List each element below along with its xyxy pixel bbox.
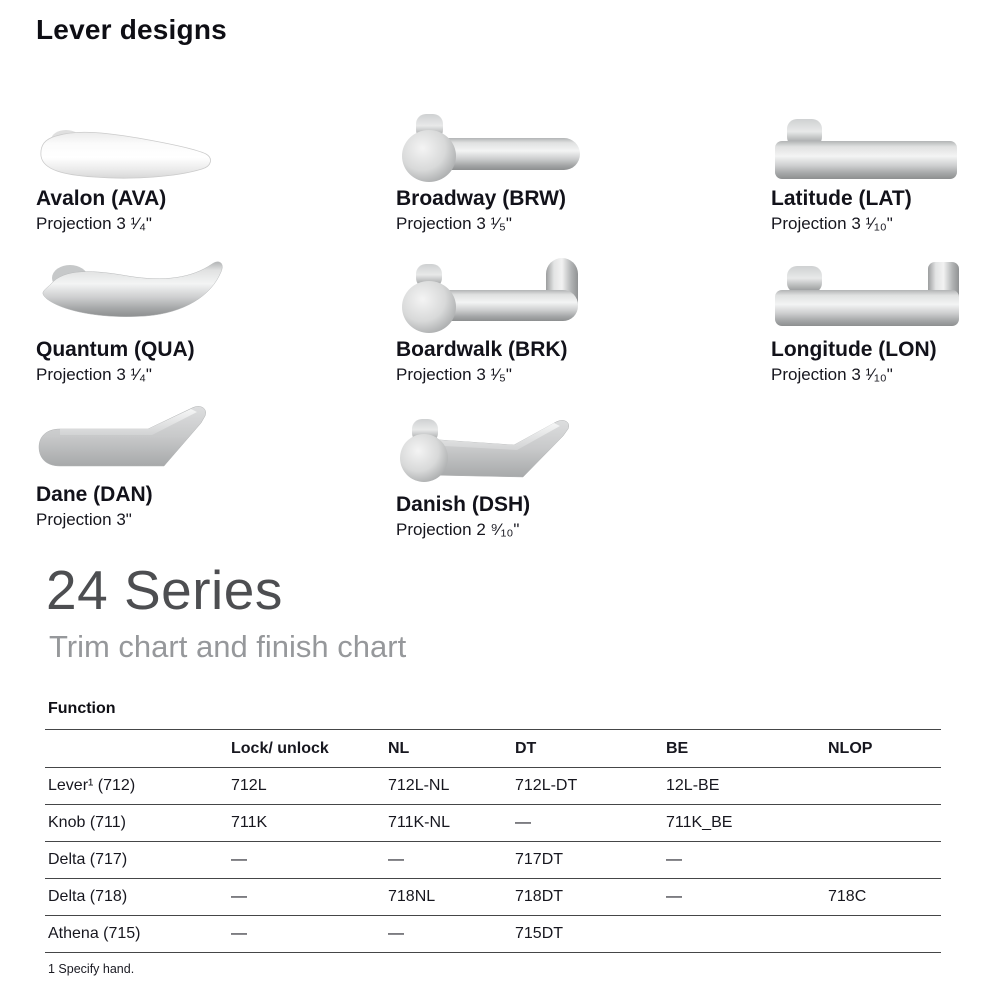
table-cell: 712L-DT (515, 777, 578, 794)
table-row (45, 842, 941, 879)
table-cell: — (231, 851, 247, 868)
danish-lever-image (396, 407, 646, 489)
lever-name: Broadway (BRW) (396, 187, 566, 210)
table-header-nl: NL (388, 740, 410, 757)
table-header-lock-unlock: Lock/ unlock (231, 740, 329, 757)
lever-projection: Projection 2 ⁹⁄₁₀" (396, 520, 520, 539)
row-label: Athena (715) (48, 925, 141, 942)
table-cell: 712L (231, 777, 267, 794)
table-cell: — (388, 851, 404, 868)
lever-card-latitude (771, 103, 1000, 234)
avalon-lever-image (36, 105, 286, 183)
table-cell: 715DT (515, 925, 564, 942)
lever-name: Dane (DAN) (36, 483, 153, 506)
footnote: 1 Specify hand. (48, 962, 135, 976)
table-cell (663, 916, 825, 953)
row-label: Delta (718) (48, 888, 128, 905)
table-cell: 712L-NL (388, 777, 450, 794)
lever-projection: Projection 3 ¹⁄₅" (396, 365, 512, 384)
lever-projection: Projection 3 ¹⁄₄" (36, 365, 152, 384)
page-title: Lever designs (36, 14, 227, 45)
table-row (45, 916, 941, 953)
lever-card-boardwalk (396, 248, 646, 385)
lever-card-broadway (396, 103, 646, 234)
lever-projection: Projection 3 ¹⁄₁₀" (771, 365, 893, 384)
table-cell: — (666, 851, 682, 868)
lever-card-longitude (771, 250, 1000, 385)
lever-name: Latitude (LAT) (771, 187, 912, 210)
table-cell: 718DT (515, 888, 564, 905)
table-cell: 717DT (515, 851, 564, 868)
table-cell (825, 842, 941, 879)
lever-card-quantum (36, 250, 286, 385)
table-cell (825, 805, 941, 842)
table-cell: — (231, 888, 247, 905)
function-table (45, 729, 941, 953)
function-section-label: Function (48, 700, 116, 717)
lever-name: Boardwalk (BRK) (396, 338, 568, 361)
table-cell: 718C (828, 888, 867, 905)
table-cell: 711K-NL (388, 814, 450, 831)
table-header-dt: DT (515, 740, 537, 757)
table-header-blank (45, 730, 228, 768)
lever-projection: Projection 3 ¹⁄₁₀" (771, 214, 893, 233)
table-cell: — (666, 888, 682, 905)
lever-card-avalon (36, 105, 286, 234)
table-row (45, 768, 941, 805)
table-cell: — (515, 814, 531, 831)
longitude-lever-image (771, 250, 1000, 334)
table-header-nlop: NLOP (828, 740, 873, 757)
dane-lever-image (36, 399, 286, 479)
table-cell: 12L-BE (666, 777, 720, 794)
table-cell (825, 768, 941, 805)
lever-card-dane (36, 399, 286, 530)
row-label: Lever¹ (712) (48, 777, 136, 794)
table-header-be: BE (666, 740, 689, 757)
lever-name: Avalon (AVA) (36, 187, 167, 210)
table-cell: 711K (231, 814, 268, 831)
lever-projection: Projection 3 ¹⁄₅" (396, 214, 512, 233)
row-label: Delta (717) (48, 851, 128, 868)
series-subtitle: Trim chart and finish chart (49, 629, 407, 664)
latitude-lever-image (771, 103, 1000, 183)
boardwalk-lever-image (396, 248, 646, 334)
lever-projection: Projection 3" (36, 510, 132, 529)
quantum-lever-image (36, 250, 286, 334)
table-row (45, 879, 941, 916)
lever-name: Danish (DSH) (396, 493, 531, 516)
table-cell: 711K_BE (666, 814, 733, 831)
table-cell: — (388, 925, 404, 942)
lever-name: Quantum (QUA) (36, 338, 195, 361)
row-label: Knob (711) (48, 814, 126, 831)
table-cell: 718NL (388, 888, 436, 905)
lever-projection: Projection 3 ¹⁄₄" (36, 214, 152, 233)
table-header-row (45, 730, 941, 768)
lever-name: Longitude (LON) (771, 338, 937, 361)
lever-card-danish (396, 407, 646, 540)
broadway-lever-image (396, 103, 646, 183)
series-title: 24 Series (46, 559, 283, 621)
table-row (45, 805, 941, 842)
table-cell (825, 916, 941, 953)
table-cell: — (231, 925, 247, 942)
